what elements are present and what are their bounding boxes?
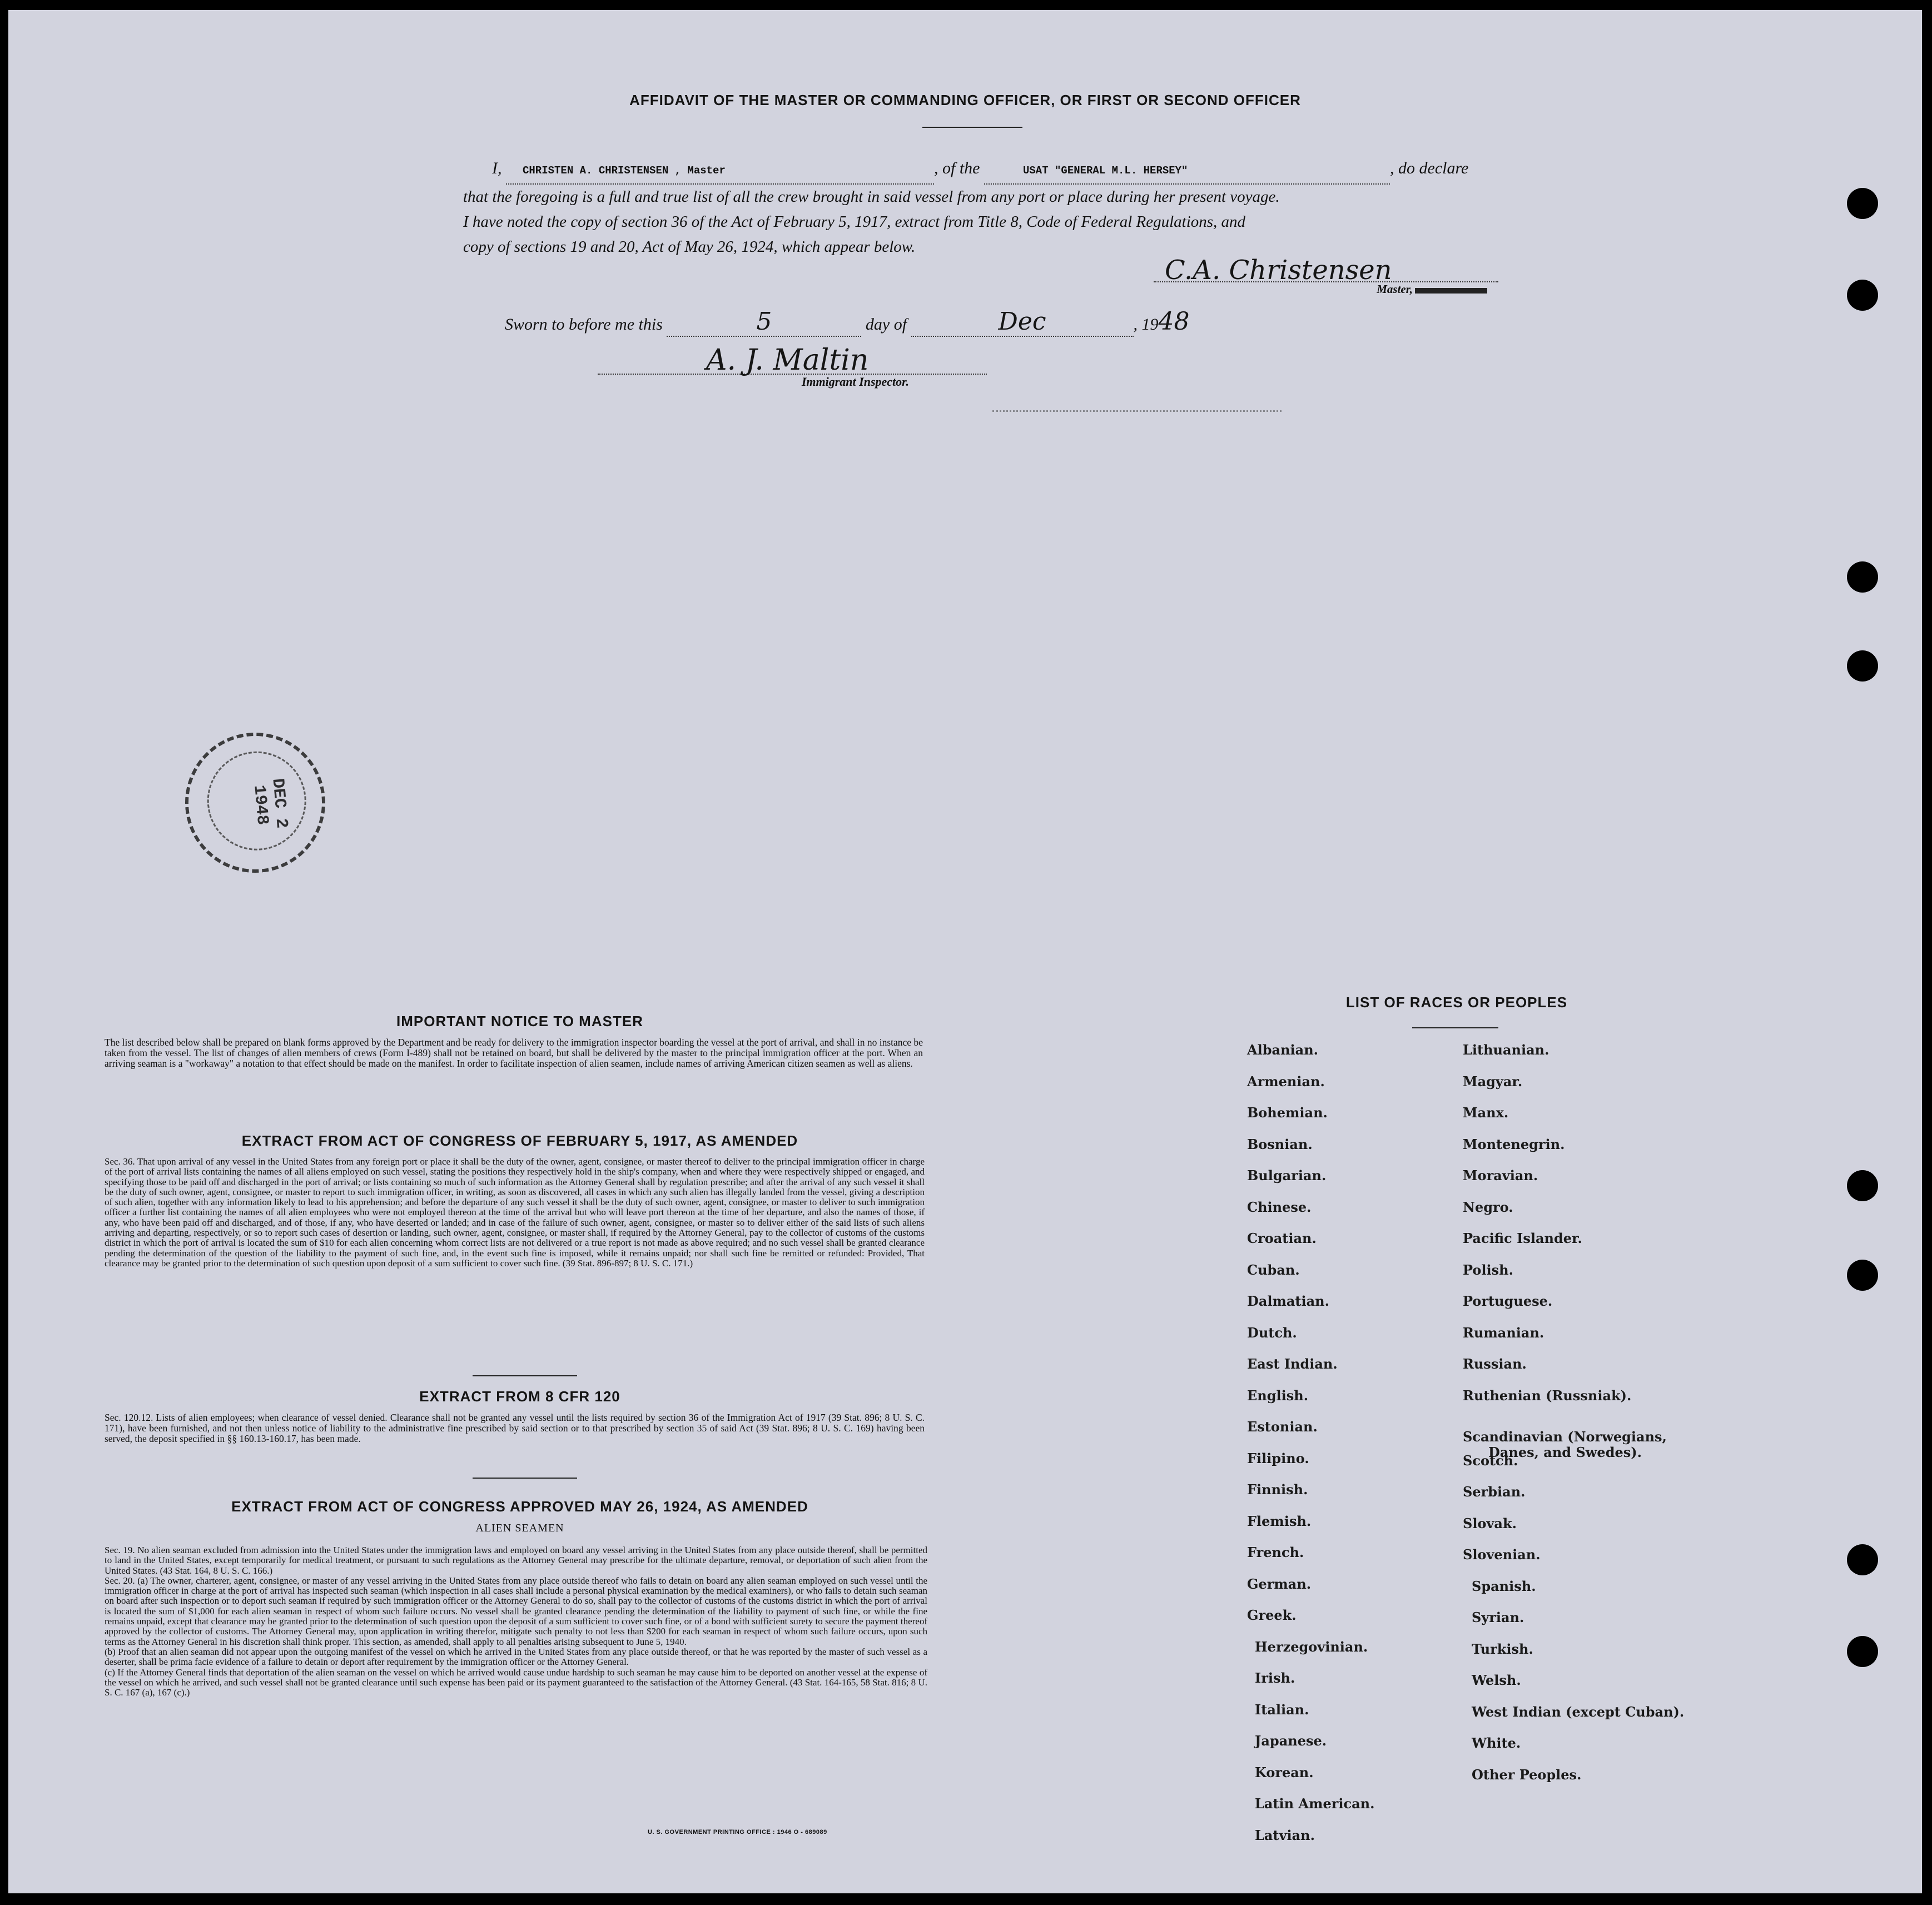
- race-item: Portuguese.: [1463, 1293, 1553, 1309]
- sec20b-text: (b) Proof that an alien seaman did not appear upon the outgoing manifest of the vessel on which he arrived in the United States from any place outside thereof, or that he was reported by the master of such vessel as a deserter, shall be prima facie evidence of a failure to detain or deport after requirement by the immigration officer or the Attorney General.: [105, 1646, 927, 1668]
- sec19-text: Sec. 19. No alien seaman excluded from admission into the United States under the immigration laws and employed on board any vessel arriving in the United States from any place outside thereof, shall be permitted to land in the United States, except temporarily for medical treatment, or pursuant to such regulations as the Attorney General may prescribe for the ultimate departure, removal, or deportation of such alien from the United States. (43 Stat. 164, 8 U. S. C. 166.): [105, 1545, 927, 1576]
- struck-officer-text: [1415, 288, 1487, 294]
- year-value: 48: [1158, 307, 1190, 336]
- race-item: Italian.: [1255, 1702, 1309, 1718]
- race-item: Herzegovinian.: [1255, 1639, 1368, 1655]
- race-item: Latvian.: [1255, 1827, 1315, 1843]
- race-item: Ruthenian (Russniak).: [1463, 1387, 1632, 1404]
- race-item: Cuban.: [1247, 1262, 1300, 1278]
- race-item: Dalmatian.: [1247, 1293, 1329, 1309]
- race-item: Armenian.: [1247, 1073, 1325, 1090]
- race-item: Bulgarian.: [1247, 1167, 1327, 1183]
- race-item: Polish.: [1463, 1262, 1513, 1278]
- race-item: Spanish.: [1472, 1578, 1536, 1594]
- master-signature-block: [1154, 255, 1498, 296]
- punch-hole: [1847, 1636, 1878, 1667]
- punch-hole: [1847, 280, 1878, 311]
- inspector-signature-block: [598, 344, 987, 389]
- race-item: Latin American.: [1255, 1795, 1375, 1812]
- punch-hole: [1847, 561, 1878, 593]
- punch-hole: [1847, 1170, 1878, 1201]
- race-item: Pacific Islander.: [1463, 1230, 1582, 1246]
- race-item: Scandinavian (Norwegians,: [1463, 1429, 1667, 1445]
- date-stamp: [179, 727, 331, 878]
- race-item: Korean.: [1255, 1764, 1314, 1780]
- affidavit-line-3: I have noted the copy of section 36 of the Act of February 5, 1917, extract from Title 8, Code of Federal Regulations, and: [463, 213, 1246, 231]
- race-item: White.: [1472, 1735, 1521, 1751]
- extract-1917-text: Sec. 36. That upon arrival of any vessel in the United States from any foreign port or place it shall be the duty of the owner, agent, consignee, or master thereof to deliver to the principal immigration officer in charge of the port of arrival lists containing the names of all aliens employed on such vessel, stating the positions they respectively hold in the ship's company, when and where they were respectively shipped or engaged, and specifying those to be paid off and discharged in the port of arrival; or lists containing so much of such information as the Attorney General shall by regulation prescribe; and after the arrival of any such vessel it shall be the duty of such owner, agent, consignee, or master to report to such immigration officer, in writing, as soon as discovered, all cases in which any such alien has illegally landed from the vessel, giving a description of such alien, together with any information likely to lead to his apprehension; and before the departure of any such vessel it shall be the duty of such owner, agent, consignee, or master to deliver to such immigration officer a further list containing the names of all alien employees who were not employed thereon at the time of the arrival but who will leave port thereon at the time of her departure, and also the names of those, if any, who have been paid off and discharged, and of those, if any, who have deserted or landed; and in case of the failure of such owner, agent, consignee, or master so to deliver either of the said lists of such aliens arriving and departing, respectively, or so to report such cases of desertion or landing, such owner, agent, consignee, or master shall, if required by the Attorney General, pay to the collector of customs of the customs district in which the port of arrival is located the sum of $10 for each alien concerning whom correct lists are not delivered or a true report is not made as above required; and no such vessel shall be granted clearance pending the determination of the question of the liability to the payment of such fine, and, in the event such fine is imposed, while it remains unpaid; nor shall such fine be remitted or refunded: Provided, That clearance may be granted prior to the determination of such question upon deposit of a sum sufficient to cover such fine. (39 Stat. 896-897; 8 U. S. C. 171.): [105, 1156, 925, 1269]
- punch-hole: [1847, 1260, 1878, 1291]
- race-item: Lithuanian.: [1463, 1042, 1549, 1058]
- races-title: LIST OF RACES OR PEOPLES: [1345, 994, 1568, 1011]
- extract-cfr-text: Sec. 120.12. Lists of alien employees; when clearance of vessel denied. Clearance shall not be granted any vessel until the lists required by section 36 of the Immigration Act of 1917 (39 Stat. 896; 8 U. S. C. 171), have been furnished, and not then unless notice of liability to the administrative fine prescribed by said section or to that prescribed by section 35 of said Act (39 Stat. 896; 8 U. S. C. 169) having been served, the deposit specified in §§ 160.13-160.17, has been made.: [105, 1412, 925, 1444]
- extract-1917-title: EXTRACT FROM ACT OF CONGRESS OF FEBRUARY 5, 1917, AS AMENDED: [241, 1132, 798, 1149]
- extract-1924-body: [105, 1545, 927, 1698]
- affidavit-line-4: copy of sections 19 and 20, Act of May 26, 1924, which appear below.: [463, 238, 916, 256]
- punch-hole: [1847, 188, 1878, 219]
- race-item: Flemish.: [1247, 1513, 1312, 1529]
- races-rule: [1412, 1027, 1498, 1028]
- race-item: Turkish.: [1472, 1641, 1533, 1657]
- race-item: Rumanian.: [1463, 1325, 1544, 1341]
- race-item: East Indian.: [1247, 1356, 1338, 1372]
- race-item: Chinese.: [1247, 1199, 1312, 1215]
- printer-imprint: U. S. GOVERNMENT PRINTING OFFICE : 1946 O - 689089: [648, 1829, 827, 1836]
- race-item: Dutch.: [1247, 1325, 1297, 1341]
- race-item: Estonian.: [1247, 1419, 1318, 1435]
- race-item: Greek.: [1247, 1607, 1297, 1623]
- race-item: Japanese.: [1255, 1733, 1327, 1749]
- affidavit-line-1: I, CHRISTEN A. CHRISTENSEN , Master , of the USAT "GENERAL M.L. HERSEY" , do declare: [492, 156, 1565, 185]
- race-item: Bosnian.: [1247, 1136, 1313, 1152]
- race-item: French.: [1247, 1544, 1304, 1560]
- race-item: Croatian.: [1247, 1230, 1317, 1246]
- notice-text: The list described below shall be prepared on blank forms approved by the Department and be ready for delivery to the immigration inspector boarding the vessel at the port of arrival, and shall in no instance be taken from the vessel. The list of changes of alien members of crews (Form I-489) shall not be retained on board, but shall be delivered by the master to the principal immigration officer at the port. When an arriving seaman is a "workaway" a notation to that effect should be made on the manifest. In order to facilitate inspection of alien seamen, include names of arriving American citizen seamen as well as aliens.: [105, 1037, 923, 1069]
- race-item: Other Peoples.: [1472, 1767, 1582, 1783]
- race-item: Russian.: [1463, 1356, 1527, 1372]
- race-item: Slovak.: [1463, 1515, 1517, 1531]
- title-rule: [922, 127, 1022, 128]
- race-item: Negro.: [1463, 1199, 1513, 1215]
- sec20c-text: (c) If the Attorney General finds that deportation of the alien seaman on the vessel on which he arrived would cause undue hardship to such seaman he may cause him to be deported on another vessel at the expense of the vessel on which he arrived, and such vessel shall not be granted clearance until such expense has been paid or its payment guaranteed to the satisfaction of the Attorney General. (43 Stat. 164-165, 58 Stat. 816; 8 U. S. C. 167 (a), 167 (c).): [105, 1667, 927, 1698]
- race-item: Finnish.: [1247, 1481, 1308, 1498]
- race-item: Syrian.: [1472, 1609, 1524, 1625]
- race-item: Magyar.: [1463, 1073, 1523, 1090]
- race-item: Danes, and Swedes).: [1488, 1444, 1642, 1460]
- race-item: Filipino.: [1247, 1450, 1309, 1466]
- race-item: Montenegrin.: [1463, 1136, 1565, 1152]
- punch-hole: [1847, 1544, 1878, 1575]
- race-item: Manx.: [1463, 1105, 1509, 1121]
- extract-1924-title: EXTRACT FROM ACT OF CONGRESS APPROVED MAY 26, 1924, AS AMENDED: [231, 1498, 808, 1515]
- master-signature: C.A. Christensen: [1165, 255, 1392, 286]
- inspector-label: Immigrant Inspector.: [801, 375, 909, 389]
- master-name-field: CHRISTEN A. CHRISTENSEN , Master: [506, 156, 934, 185]
- race-item: Welsh.: [1472, 1672, 1521, 1688]
- race-item: West Indian (except Cuban).: [1472, 1704, 1685, 1720]
- sec20a-text: Sec. 20. (a) The owner, charterer, agent, consignee, or master of any vessel arriving in the United States from any place outside thereof who fails to detain on board any alien seaman employed on such vessel until the immigration officer in charge at the port of arrival has inspected such seaman (which inspection in all cases shall include a personal physical examination by the medical examiners), or who fails to detain such seaman on board after such inspection or to deport such seaman if required by such immigration officer or the Attorney General to do so, shall pay to the collector of customs of the customs district in which the port of arrival is located the sum of $1,000 for each alien seaman in respect of whom such failure occurs. No vessel shall be granted clearance pending the determination of the liability to payment of such fine, or while the fine remains unpaid, except that clearance may be granted prior to the determination of such question upon the deposit of a sum sufficient to cover such fine, or of a bond with sufficient surety to secure the payment thereof approved by the collector of customs. The Attorney General may, upon application in writing therefor, mitigate such penalty to not less than $200 for each seaman in respect of whom such failure occurs, upon such terms as the Attorney General in his discretion shall think proper. This section, as amended, shall apply to all penalties arising subsequent to June 5, 1940.: [105, 1575, 927, 1647]
- affidavit-line-2: that the foregoing is a full and true list of all the crew brought in said vessel from any port or place during her present voyage.: [463, 188, 1280, 206]
- race-item: Scotch.: [1463, 1453, 1518, 1469]
- extract-1924-subtitle: ALIEN SEAMEN: [475, 1522, 564, 1534]
- race-item: Slovenian.: [1463, 1546, 1541, 1563]
- race-item: Irish.: [1255, 1670, 1295, 1686]
- day-field: 5: [667, 307, 861, 337]
- notice-title: IMPORTANT NOTICE TO MASTER: [396, 1013, 643, 1029]
- affidavit-body: [463, 156, 1565, 260]
- inspector-signature: A. J. Maltin: [706, 344, 869, 377]
- month-field: Dec: [911, 307, 1134, 337]
- race-item: German.: [1247, 1576, 1312, 1592]
- punch-hole: [1847, 650, 1878, 682]
- vessel-field: USAT "GENERAL M.L. HERSEY": [984, 156, 1390, 185]
- race-item: Bohemian.: [1247, 1105, 1328, 1121]
- faint-marks: [992, 410, 1282, 595]
- affidavit-title: AFFIDAVIT OF THE MASTER OR COMMANDING OFFICER, OR FIRST OR SECOND OFFICER: [629, 92, 1301, 108]
- race-item: English.: [1247, 1387, 1309, 1404]
- sworn-line: Sworn to before me this 5 day of Dec , 1948: [505, 307, 1190, 336]
- master-label: Master,: [1377, 282, 1413, 296]
- document-page: [8, 10, 1922, 1893]
- race-item: Moravian.: [1463, 1167, 1538, 1183]
- section-rule: [473, 1478, 577, 1479]
- race-item: Albanian.: [1247, 1042, 1318, 1058]
- section-rule: [473, 1375, 577, 1376]
- extract-cfr-title: EXTRACT FROM 8 CFR 120: [419, 1388, 620, 1405]
- stamp-date: DEC 2 1948: [249, 777, 291, 829]
- race-item: Serbian.: [1463, 1484, 1526, 1500]
